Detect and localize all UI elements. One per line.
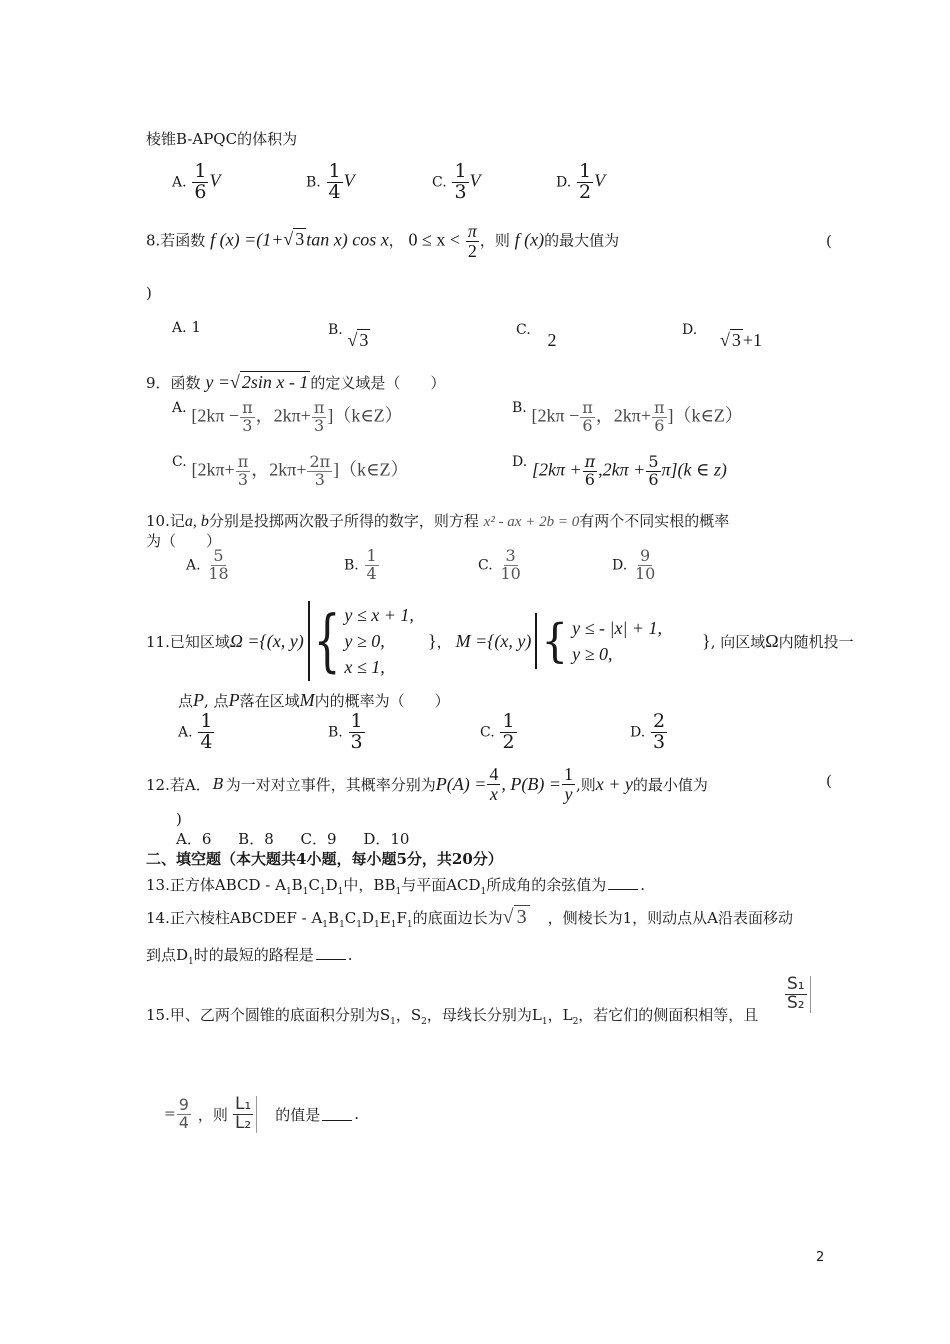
q7-option-b: B. $\frac{1}{4}$ V <box>306 160 355 203</box>
q9-option-b: B. [2kπ − $\frac{\pi}{6}$ ，2kπ+ $\frac{\pi}{6}$ ]（k∈Z） <box>512 398 743 435</box>
q12-option-a: A．6 <box>176 830 212 848</box>
q10-stem: 10.记a, b分别是投掷两次骰子所得的数字，则方程 x² - ax + 2b = 0有两个不同实根的概率 <box>146 512 730 530</box>
q13-answer-blank[interactable] <box>608 877 638 890</box>
q7-option-c: C. $\frac{1}{3}$ V <box>432 160 481 203</box>
q15-answer-blank[interactable] <box>322 1108 352 1121</box>
q11-stem-line2: 点P, 点P落在区域M内的概率为（ ） <box>178 690 450 710</box>
q12-option-b: B．8 <box>238 830 274 848</box>
q8-paren-open: ( <box>826 232 832 250</box>
q8-stem: 8.若函数 f (x) =(1+√ 3 tan x) cos x， 0 ≤ x < $\frac{\pi}{2}$ ，则 f (x)的最大值为 <box>146 221 620 261</box>
q11-option-c: C. $\frac{1}{2}$ <box>480 710 515 753</box>
q15-area-ratio: $\frac{\text{S₁}}{\text{S₂}}$ <box>784 976 811 1013</box>
q7-text: 棱锥B-APQC的体积为 <box>146 130 298 148</box>
q15-stem: 15.甲、乙两个圆锥的底面积分别为$S_1$，$S_2$，母线长分别为$L_1$，$L_2$，若它们的侧面积相等，且 <box>146 1006 759 1027</box>
q12-option-c: C．9 <box>300 830 337 848</box>
q11-stem: 11.已知区域 Ω ={(x, y) { y ≤ x + 1, y ≥ 0, x ≤ 1, } ， M ={(x, y) { y ≤ - |x| + 1, y ≥ 0, } , 向区域 Ω 内随机投一 <box>146 601 854 680</box>
q12-paren-open: ( <box>826 772 832 790</box>
q8-paren-close: ) <box>146 284 152 302</box>
q13-stem: 13.正方体ABCD - $A_1B_1C_1D_1$中，$BB_1$与平面$ACD_1$所成角的余弦值为 . <box>146 876 646 897</box>
q11-option-d: D. $\frac{2}{3}$ <box>630 710 666 753</box>
q9-option-d: D. [2kπ + $\frac{\pi}{6}$ ,2kπ + $\frac{5}{6}$ π](k ∈ z) <box>512 452 727 489</box>
q14-stem: 14.正六棱柱ABCDEF - $A_1B_1C_1D_1E_1F_1$的底面边长为√ 3 ，侧棱长为1，则动点从A沿表面移动 <box>146 906 794 930</box>
q8-option-b: B. √ 3 <box>328 322 369 350</box>
q12-options <box>176 828 409 849</box>
q9-option-a: A. [2kπ − $\frac{\pi}{3}$ ，2kπ+ $\frac{\pi}{3}$ ]（k∈Z） <box>172 398 403 435</box>
q8-option-d: D. √ 3 +1 <box>682 322 763 350</box>
q15-line2: = $\frac{9}{4}$ ，则 $\frac{\text{L₁}}{\text{L₂}}$ 的值是 . <box>164 1094 360 1133</box>
q10-option-b: B. $\frac{1}{4}$ <box>344 546 377 583</box>
q8-option-a: A. 1 <box>172 318 201 336</box>
q12-option-d: D．10 <box>363 830 410 848</box>
q11-option-b: B. $\frac{1}{3}$ <box>328 710 363 753</box>
q9-stem: 9．函数 y =√ 2sin x - 1 的定义域是（ ） <box>146 372 446 392</box>
q10-stem-line2: 为（ ） <box>146 532 222 550</box>
q14-answer-blank[interactable] <box>316 947 346 960</box>
section-title: 二、填空题（本大题共4小题，每小题5分，共20分） <box>146 850 503 868</box>
q14-stem-line2: 到点$D_1$时的最短的路程是 . <box>146 946 353 967</box>
q10-option-d: D. $\frac{9}{10}$ <box>612 546 656 583</box>
q12-stem: 12.若A． B 为一对对立事件，其概率分别为 P(A) = $\frac{4}{x}$ , P(B) = $\frac{1}{y}$ ,则 x + y 的最小值为 <box>146 763 708 804</box>
q12-paren-close: ) <box>176 810 182 828</box>
q8-option-c: C. 2 <box>516 322 557 350</box>
q10-option-c: C. $\frac{3}{10}$ <box>478 546 521 583</box>
page-number: 2 <box>816 1250 825 1265</box>
q7-option-a: A. $\frac{1}{6}$ V <box>172 160 221 203</box>
q9-option-c: C. [2kπ+ $\frac{\pi}{3}$ ，2kπ+ $\frac{2\pi}{3}$ ]（k∈Z） <box>172 452 409 489</box>
q11-option-a: A. $\frac{1}{4}$ <box>178 710 213 753</box>
q10-option-a: A. $\frac{5}{18}$ <box>186 546 229 583</box>
q15-length-ratio: $\frac{\text{L₁}}{\text{L₂}}$ <box>232 1096 257 1133</box>
q7-option-d: D. $\frac{1}{2}$ V <box>556 160 606 203</box>
